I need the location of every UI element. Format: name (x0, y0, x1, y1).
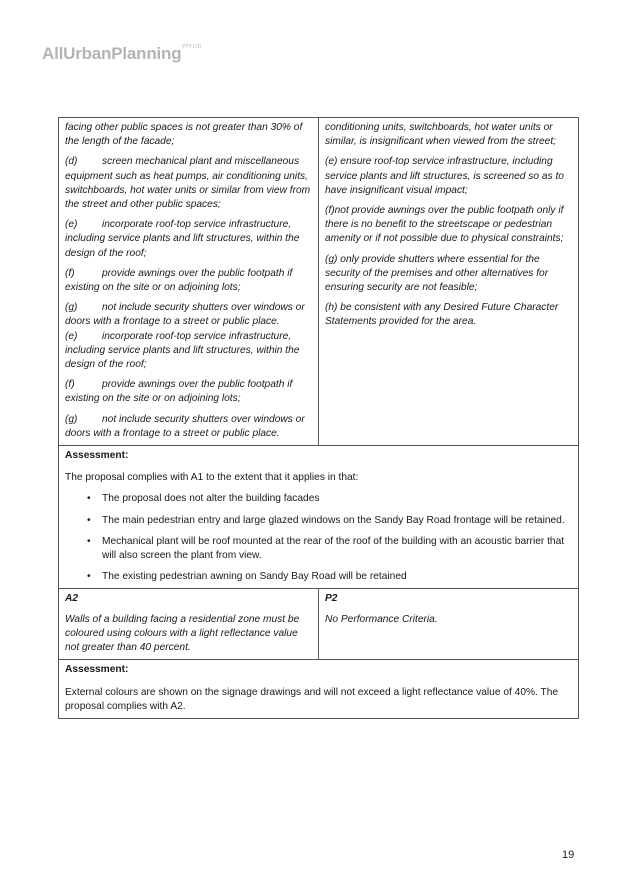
assessment-cell (59, 446, 579, 589)
logo-mark: PTY LTD (182, 44, 202, 50)
assessment-heading: Assessment: (65, 450, 129, 462)
clause: Walls of a building facing a residential zone must be coloured using colours with a light reflectance value not greater than 40 percent. (65, 613, 300, 654)
assessment-row-a2 (59, 660, 579, 719)
clause-code: P2 (325, 593, 338, 605)
clause: (g) not include security shutters over windows or doors with a frontage to a street or public place. (65, 413, 305, 439)
list-item: • Mechanical plant will be roof mounted at the rear of the roof of the building with an acoustic barrier that will also screen the plant from view. (87, 535, 565, 562)
clause-code: A2 (65, 593, 79, 605)
assessment-heading: Assessment: (65, 664, 129, 676)
clause: (f) provide awnings over the public footpath if existing on the site or on adjoining lots; (65, 267, 293, 294)
clause: (e) incorporate roof-top service infrastructure, including service plants and lift structures, within the design of the roof; (65, 330, 300, 371)
list-item: • The main pedestrian entry and large glazed windows on the Sandy Bay Road frontage will be retained. (65, 514, 572, 528)
acceptable-solutions-cell (59, 118, 319, 446)
logo-text: AllUrbanPlanning (42, 44, 182, 63)
clause: (g) only provide shutters where essential for the security of the premises and other alternatives for ensuring security are not feasible; (325, 253, 549, 294)
planning-criteria-table (58, 117, 579, 719)
page-number: 19 (562, 849, 575, 861)
performance-criteria-cell (319, 118, 579, 446)
clause: (f) provide awnings over the public footpath if existing on the site or on adjoining lots; (65, 379, 293, 405)
list-item: • The existing pedestrian awning on Sandy Bay Road will be retained (65, 570, 572, 584)
assessment-cell (59, 660, 579, 719)
clause: (e) ensure roof-top service infrastructure, including service plants and lift structures, is screened so as to have insignificant visual impact; (325, 156, 564, 196)
acceptable-solution-a2-cell (59, 589, 319, 660)
assessment-text: External colours are shown on the signage drawings and will not exceed a light reflectance value of 40%. The proposal complies with A2. (65, 686, 559, 712)
bullet-icon: • (87, 493, 91, 505)
clause: (h) be consistent with any Desired Future Character Statements provided for the area. (325, 302, 559, 328)
clause: (d) screen mechanical plant and miscellaneous equipment such as heat pumps, air conditioning units, switchboards, hot water units or similar from view from the street and other public spaces; (65, 156, 311, 211)
bullet-icon: • (87, 535, 91, 547)
clause: No Performance Criteria. (325, 613, 438, 625)
list-item: • The proposal does not alter the building facades (65, 492, 572, 506)
clause: conditioning units, switchboards, hot water units or similar, is insignificant when viewed from the street; (325, 122, 557, 148)
assessment-row-a1 (59, 446, 579, 589)
clause: (f)not provide awnings over the public footpath only if there is no benefit to the streetscape or pedestrian amenity or if not possible due to physical constraints; (325, 205, 564, 245)
assessment-intro: The proposal complies with A1 to the extent that it applies in that: (65, 472, 359, 484)
performance-criteria-p2-cell (319, 589, 579, 660)
criteria-row-a2 (59, 589, 579, 660)
clause: facing other public spaces is not greater than 30% of the length of the facade; (65, 122, 303, 148)
assessment-bullet-list (65, 492, 572, 584)
bullet-icon: • (87, 571, 91, 583)
clause: (e) incorporate roof-top service infrastructure, including service plants and lift structures, within the design of the roof; (65, 219, 300, 259)
continuation-row (59, 118, 579, 446)
company-logo (42, 44, 201, 64)
bullet-icon: • (87, 514, 91, 526)
clause: (g) not include security shutters over windows or doors with a frontage to a street or public place. (65, 302, 305, 328)
